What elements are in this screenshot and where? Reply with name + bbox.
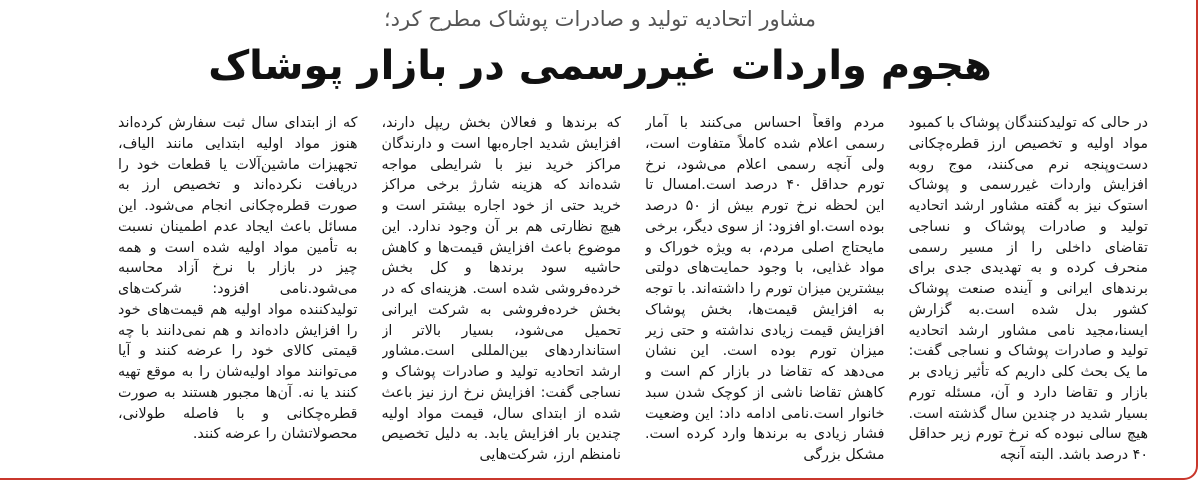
article-body xyxy=(118,113,1148,468)
article-column-2: مردم واقعاً احساس می‌کنند با آمار رسمی اعلام شده کاملاً متفاوت است، ولی آنچه رسمی اعلام می‌شود، نرخ تورم حداقل ۴۰ درصد است.امسال تا این لحظه نرخ تورم بیش از ۵۰ درصد بوده است.او افزود: از سوی دیگر، برخی مایحتاج اصلی مردم، به ویژه خوراک و مواد غذایی، با وجود حمایت‌های دولتی بیشترین میزان تورم را داشته‌اند. با توجه به افزایش قیمت‌ها، بخش پوشاک افزایش قیمت زیادی نداشته و حتی زیر میزان تورم بوده است. این نشان می‌دهد که تقاضا در بازار کم است و کاهش تقاضا ناشی از کوچک شدن سبد خانوار است.نامی ادامه داد: این وضعیت فشار زیادی به برندها وارد کرده است. مشکل بزرگی xyxy=(645,115,885,463)
article-column-4: که از ابتدای سال ثبت سفارش کرده‌اند هنوز مواد اولیه ابتدایی مانند الیاف، تجهیزات ماشین‌آلات یا قطعات خود را دریافت نکرده‌اند و تخصیص ارز به صورت قطره‌چکانی انجام می‌شود. این مسائل باعث ایجاد عدم اطمینان نسبت به تأمین مواد اولیه شده است و همه چیز در بازار با نرخ آزاد محاسبه می‌شود.نامی افزود: شرکت‌های تولیدکننده مواد اولیه هم قیمت‌های خود را افزایش داده‌اند و هم نمی‌دانند با چه قیمتی کالای خود را عرضه کنند و آیا می‌توانند مواد اولیه‌شان را به موقع تهیه کنند یا نه. آن‌ها مجبور هستند به صورت قطره‌چکانی و با فاصله طولانی، محصولاتشان را عرضه کنند. xyxy=(118,115,358,443)
article-column-1: در حالی که تولیدکنندگان پوشاک با کمبود مواد اولیه و تخصیص ارز قطره‌چکانی دست‌وپنجه نرم می‌کنند، موج روبه افزایش واردات غیررسمی و پوشاک استوک نیز به گفته مشاور ارشد اتحادیه تولید و صادرات پوشاک و نساجی تقاضای داخلی را از مسیر رسمی منحرف کرده و به تهدیدی جدی برای برندهای ایرانی و آینده صنعت پوشاک کشور بدل شده است.به گزارش ایسنا،مجید نامی مشاور ارشد اتحادیه تولید و صادرات پوشاک و نساجی گفت: ما یک بحث کلی داریم که تأثیر زیادی بر بازار و تقاضا دارد و آن، مسئله تورم بسیار شدید در چندین سال گذشته است. هیچ سالی نبوده که نرخ تورم زیر حداقل ۴۰ درصد باشد. البته آنچه xyxy=(908,115,1148,463)
article-column-3: که برندها و فعالان بخش ریپل دارند، افزایش شدید اجاره‌بها است و دارندگان مراکز خرید نیز با شرایطی مواجه شده‌اند که هزینه شارژ برخی مراکز خرید حتی از خود اجاره بیشتر است و هیچ نظارتی هم بر آن وجود ندارد. این موضوع باعث افزایش قیمت‌ها و کاهش حاشیه سود برندها و کل بخش خرده‌فروشی شده است. هزینه‌ای که در بخش خرده‌فروشی به شرکت ایرانی تحمیل می‌شود، بسیار بالاتر از استانداردهای بین‌المللی است.مشاور ارشد اتحادیه تولید و صادرات پوشاک و نساجی گفت: افزایش نرخ ارز نیز باعث شده از ابتدای سال، قیمت مواد اولیه چندین بار افزایش یابد. به دلیل تخصیص نامنظم ارز، شرکت‌هایی xyxy=(381,115,621,463)
article-kicker: مشاور اتحادیه تولید و صادرات پوشاک مطرح کرد؛ xyxy=(383,7,817,31)
article-headline: هجوم واردات غیررسمی در بازار پوشاک xyxy=(208,43,992,89)
